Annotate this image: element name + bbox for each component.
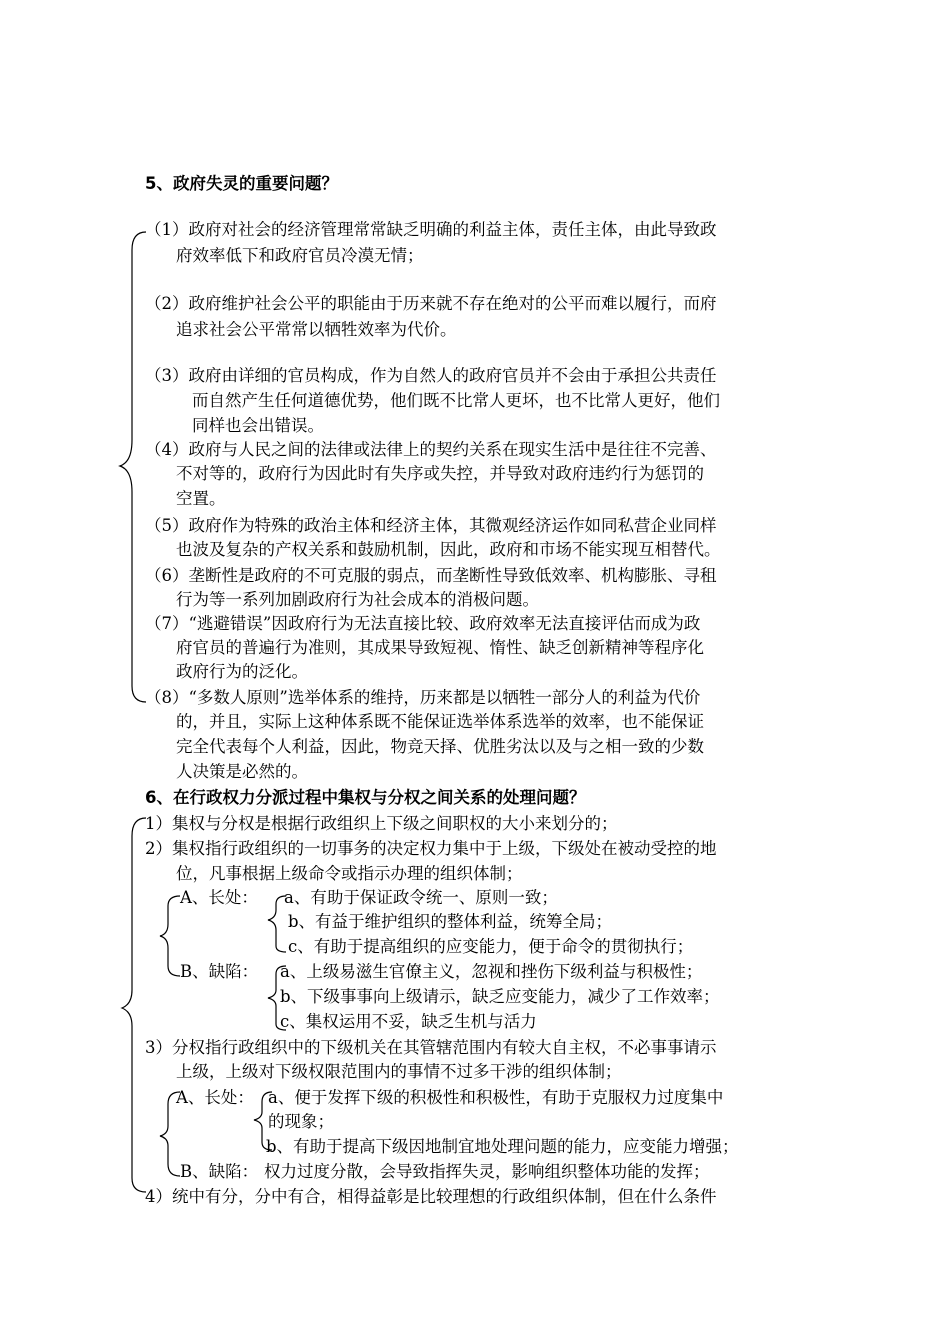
- s6-p2-dis-a: a、上级易滋生官僚主义，忽视和挫伤下级利益与积极性；: [280, 962, 703, 981]
- s6-p2-adv-c: c、有助于提高组织的应变能力，便于命令的贯彻执行；: [288, 937, 694, 956]
- s6-point1: 1）集权与分权是根据行政组织上下级之间职权的大小来划分的；: [145, 814, 618, 833]
- s5-item8-line1: （8）“多数人原则”选举体系的维持，历来都是以牺牲一部分人的利益为代价: [145, 688, 701, 707]
- s5-item3-line1: （3）政府由详细的官员构成，作为自然人的政府官员并不会由于承担公共责任: [145, 366, 717, 385]
- s5-item5-line1: （5）政府作为特殊的政治主体和经济主体，其微观经济运作如同私营企业同样: [145, 516, 717, 535]
- s5-item7-line2: 府官员的普遍行为准则，其成果导致短视、惰性、缺乏创新精神等程序化: [176, 638, 704, 657]
- s5-item7-line1: （7）“逃避错误”因政府行为无法直接比较、政府效率无法直接评估而成为政: [145, 614, 701, 633]
- s6-p3-adv-b: b、有助于提高下级因地制宜地处理问题的能力，应变能力增强；: [266, 1137, 739, 1156]
- section6-title: 6、在行政权力分派过程中集权与分权之间关系的处理问题？: [145, 788, 586, 807]
- s5-item7-line3: 政府行为的泛化。: [176, 662, 308, 681]
- s6-p2-dis-c: c、集权运用不妥，缺乏生机与活力: [280, 1012, 537, 1031]
- s6-p2-adv-b: b、有益于维护组织的整体利益，统筹全局；: [288, 912, 613, 931]
- s6-p2-dis-label: B、缺陷：: [180, 962, 259, 981]
- s5-item6-line1: （6）垄断性是政府的不可克服的弱点，而垄断性导致低效率、机构膨胀、寻租: [145, 566, 717, 585]
- s6-point3-line2: 上级，上级对下级权限范围内的事情不过多干涉的组织体制；: [176, 1062, 622, 1081]
- p2-ab-brace: [160, 896, 180, 976]
- s5-item3-line2: 而自然产生任何道德优势，他们既不比常人更坏，也不比常人更好，他们: [192, 391, 720, 410]
- s5-item1-line2: 府效率低下和政府官员冷漠无情；: [176, 246, 424, 265]
- s6-point3-line1: 3）分权指行政组织中的下级机关在其管辖范围内有较大自主权，不必事事请示: [145, 1038, 717, 1057]
- s6-p2-adv-a: a、有助于保证政令统一、原则一致；: [284, 888, 558, 907]
- s6-p2-adv-label: A、长处：: [180, 888, 258, 907]
- s5-item8-line4: 人决策是必然的。: [176, 762, 308, 781]
- s6-point2-line2: 位，凡事根据上级命令或指示办理的组织体制；: [176, 864, 523, 883]
- section5-title: 5、政府失灵的重要问题？: [145, 174, 338, 193]
- s5-item8-line2: 的，并且，实际上这种体系既不能保证选举体系选举的效率，也不能保证: [176, 712, 704, 731]
- s5-item1-line1: （1）政府对社会的经济管理常常缺乏明确的利益主体，责任主体，由此导致政: [145, 220, 717, 239]
- s5-item4-line2: 不对等的，政府行为因此时有失序或失控，并导致对政府违约行为惩罚的: [176, 464, 704, 483]
- s5-item2-line2: 追求社会公平常常以牺牲效率为代价。: [176, 320, 457, 339]
- s6-p3-adv-a-line1: a、便于发挥下级的积极性和积极性，有助于克服权力过度集中: [268, 1088, 724, 1107]
- s6-p3-dis-text: 权力过度分散，会导致指挥失灵，影响组织整体功能的发挥；: [264, 1162, 710, 1181]
- s6-p3-adv-a-line2: 的现象；: [268, 1112, 334, 1131]
- s5-item3-line3: 同样也会出错误。: [192, 416, 324, 435]
- section6-brace: [122, 818, 146, 1192]
- s5-item8-line3: 完全代表每个人利益，因此，物竞天择、优胜劣汰以及与之相一致的少数: [176, 737, 704, 756]
- s5-item4-line1: （4）政府与人民之间的法律或法律上的契约关系在现实生活中是往往不完善、: [145, 440, 717, 459]
- s6-p3-adv-label: A、长处：: [176, 1088, 254, 1107]
- s6-point4-line1: 4）统中有分，分中有合，相得益彰是比较理想的行政组织体制，但在什么条件: [145, 1187, 717, 1206]
- s6-p2-dis-b: b、下级事事向上级请示，缺乏应变能力，减少了工作效率；: [280, 987, 720, 1006]
- s5-item4-line3: 空置。: [176, 489, 226, 508]
- s5-item6-line2: 行为等一系列加剧政府行为社会成本的消极问题。: [176, 590, 539, 609]
- section5-brace: [120, 232, 146, 702]
- s6-point2-line1: 2）集权指行政组织的一切事务的决定权力集中于上级，下级处在被动受控的地: [145, 839, 717, 858]
- s5-item5-line2: 也波及复杂的产权关系和鼓励机制，因此，政府和市场不能实现互相替代。: [176, 540, 721, 559]
- s6-p3-dis-label: B、缺陷：: [180, 1162, 259, 1181]
- s5-item2-line1: （2）政府维护社会公平的职能由于历来就不存在绝对的公平而难以履行，而府: [145, 294, 717, 313]
